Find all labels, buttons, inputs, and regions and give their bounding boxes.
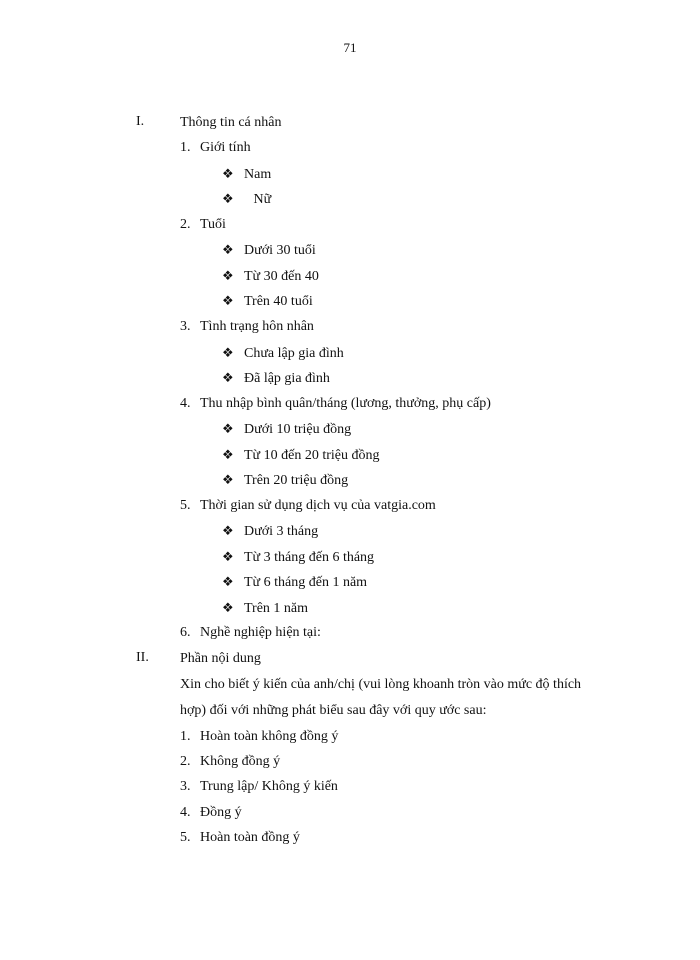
question-number: 4.	[180, 396, 191, 411]
scale-item	[180, 728, 338, 746]
page-number: 71	[343, 40, 357, 55]
question-text: Tuổi	[200, 217, 226, 232]
section-1-numeral: I.	[136, 114, 145, 129]
option-item	[222, 522, 318, 541]
diamond-bullet-icon: ❖	[222, 268, 234, 283]
question-text: Thu nhập bình quân/tháng (lương, thưởng, phụ cấp)	[200, 396, 491, 411]
diamond-bullet-icon: ❖	[222, 293, 234, 308]
scale-item	[180, 804, 242, 822]
question-text: Thời gian sử dụng dịch vụ của vatgia.com	[200, 498, 436, 513]
question-number: 6.	[180, 625, 191, 640]
option-item	[222, 573, 367, 592]
diamond-bullet-icon: ❖	[222, 191, 234, 206]
question-text: Tình trạng hôn nhân	[200, 319, 314, 334]
option-text: Từ 10 đến 20 triệu đồng	[244, 448, 380, 463]
scale-text: Hoàn toàn đồng ý	[200, 830, 300, 845]
option-text: Từ 6 tháng đến 1 năm	[244, 575, 368, 590]
option-item	[222, 292, 313, 311]
diamond-bullet-icon: ❖	[222, 472, 234, 487]
scale-number: 2.	[180, 754, 191, 769]
diamond-bullet-icon: ❖	[222, 166, 234, 181]
scale-text: Trung lập/ Không ý kiến	[200, 779, 338, 794]
option-text: Dưới 10 triệu đồng	[244, 422, 352, 437]
question-number: 3.	[180, 319, 191, 334]
option-text: Dưới 30 tuổi	[244, 243, 316, 258]
option-text: Đã lập gia đình	[244, 371, 330, 386]
option-item	[222, 344, 344, 363]
question-number: 5.	[180, 498, 191, 513]
option-item	[222, 369, 330, 388]
section-2-numeral: II.	[136, 650, 149, 665]
diamond-bullet-icon: ❖	[222, 370, 234, 385]
question-text: Giới tính	[200, 140, 251, 155]
diamond-bullet-icon: ❖	[222, 523, 234, 538]
question-number: 2.	[180, 217, 191, 232]
option-text: Chưa lập gia đình	[244, 346, 344, 361]
option-item	[222, 446, 380, 465]
scale-number: 4.	[180, 805, 191, 820]
option-text: Trên 40 tuổi	[244, 294, 313, 309]
diamond-bullet-icon: ❖	[222, 600, 234, 615]
question-number: 1.	[180, 140, 191, 155]
option-item	[222, 599, 308, 618]
scale-number: 5.	[180, 830, 191, 845]
scale-text: Hoàn toàn không đồng ý	[200, 729, 339, 744]
diamond-bullet-icon: ❖	[222, 421, 234, 436]
diamond-bullet-icon: ❖	[222, 549, 234, 564]
question-6	[180, 624, 321, 642]
scale-item	[180, 829, 300, 847]
section-2-intro-line-1: Xin cho biết ý kiến của anh/chị (vui lòng khoanh tròn vào mức độ thích	[180, 677, 582, 692]
section-1-title: Thông tin cá nhân	[180, 115, 282, 130]
option-item	[222, 548, 374, 567]
scale-item	[180, 753, 280, 771]
option-item	[222, 267, 319, 286]
diamond-bullet-icon: ❖	[222, 574, 234, 589]
scale-number: 1.	[180, 729, 191, 744]
option-item	[222, 190, 271, 209]
option-text: Nữ	[250, 192, 272, 207]
question-4	[180, 395, 491, 413]
scale-item	[180, 778, 338, 796]
diamond-bullet-icon: ❖	[222, 242, 234, 257]
scale-number: 3.	[180, 779, 191, 794]
option-text: Từ 30 đến 40	[244, 269, 319, 284]
option-item	[222, 471, 348, 490]
question-1	[180, 139, 251, 157]
diamond-bullet-icon: ❖	[222, 345, 234, 360]
option-text: Dưới 3 tháng	[244, 524, 319, 539]
scale-text: Đồng ý	[200, 805, 242, 820]
option-text: Trên 20 triệu đồng	[244, 473, 349, 488]
option-text: Nam	[244, 167, 272, 182]
scale-text: Không đồng ý	[200, 754, 281, 769]
section-2-intro-line-2: hợp) đối với những phát biểu sau đây với quy ước sau:	[180, 703, 487, 718]
diamond-bullet-icon: ❖	[222, 447, 234, 462]
section-2-title: Phần nội dung	[180, 651, 261, 666]
question-text: Nghề nghiệp hiện tại:	[200, 625, 321, 640]
option-item	[222, 241, 316, 260]
question-5	[180, 497, 436, 515]
option-item	[222, 165, 271, 184]
option-item	[222, 420, 351, 439]
option-text: Từ 3 tháng đến 6 tháng	[244, 550, 375, 565]
option-text: Trên 1 năm	[244, 601, 309, 616]
question-2	[180, 216, 226, 234]
question-3	[180, 318, 314, 336]
